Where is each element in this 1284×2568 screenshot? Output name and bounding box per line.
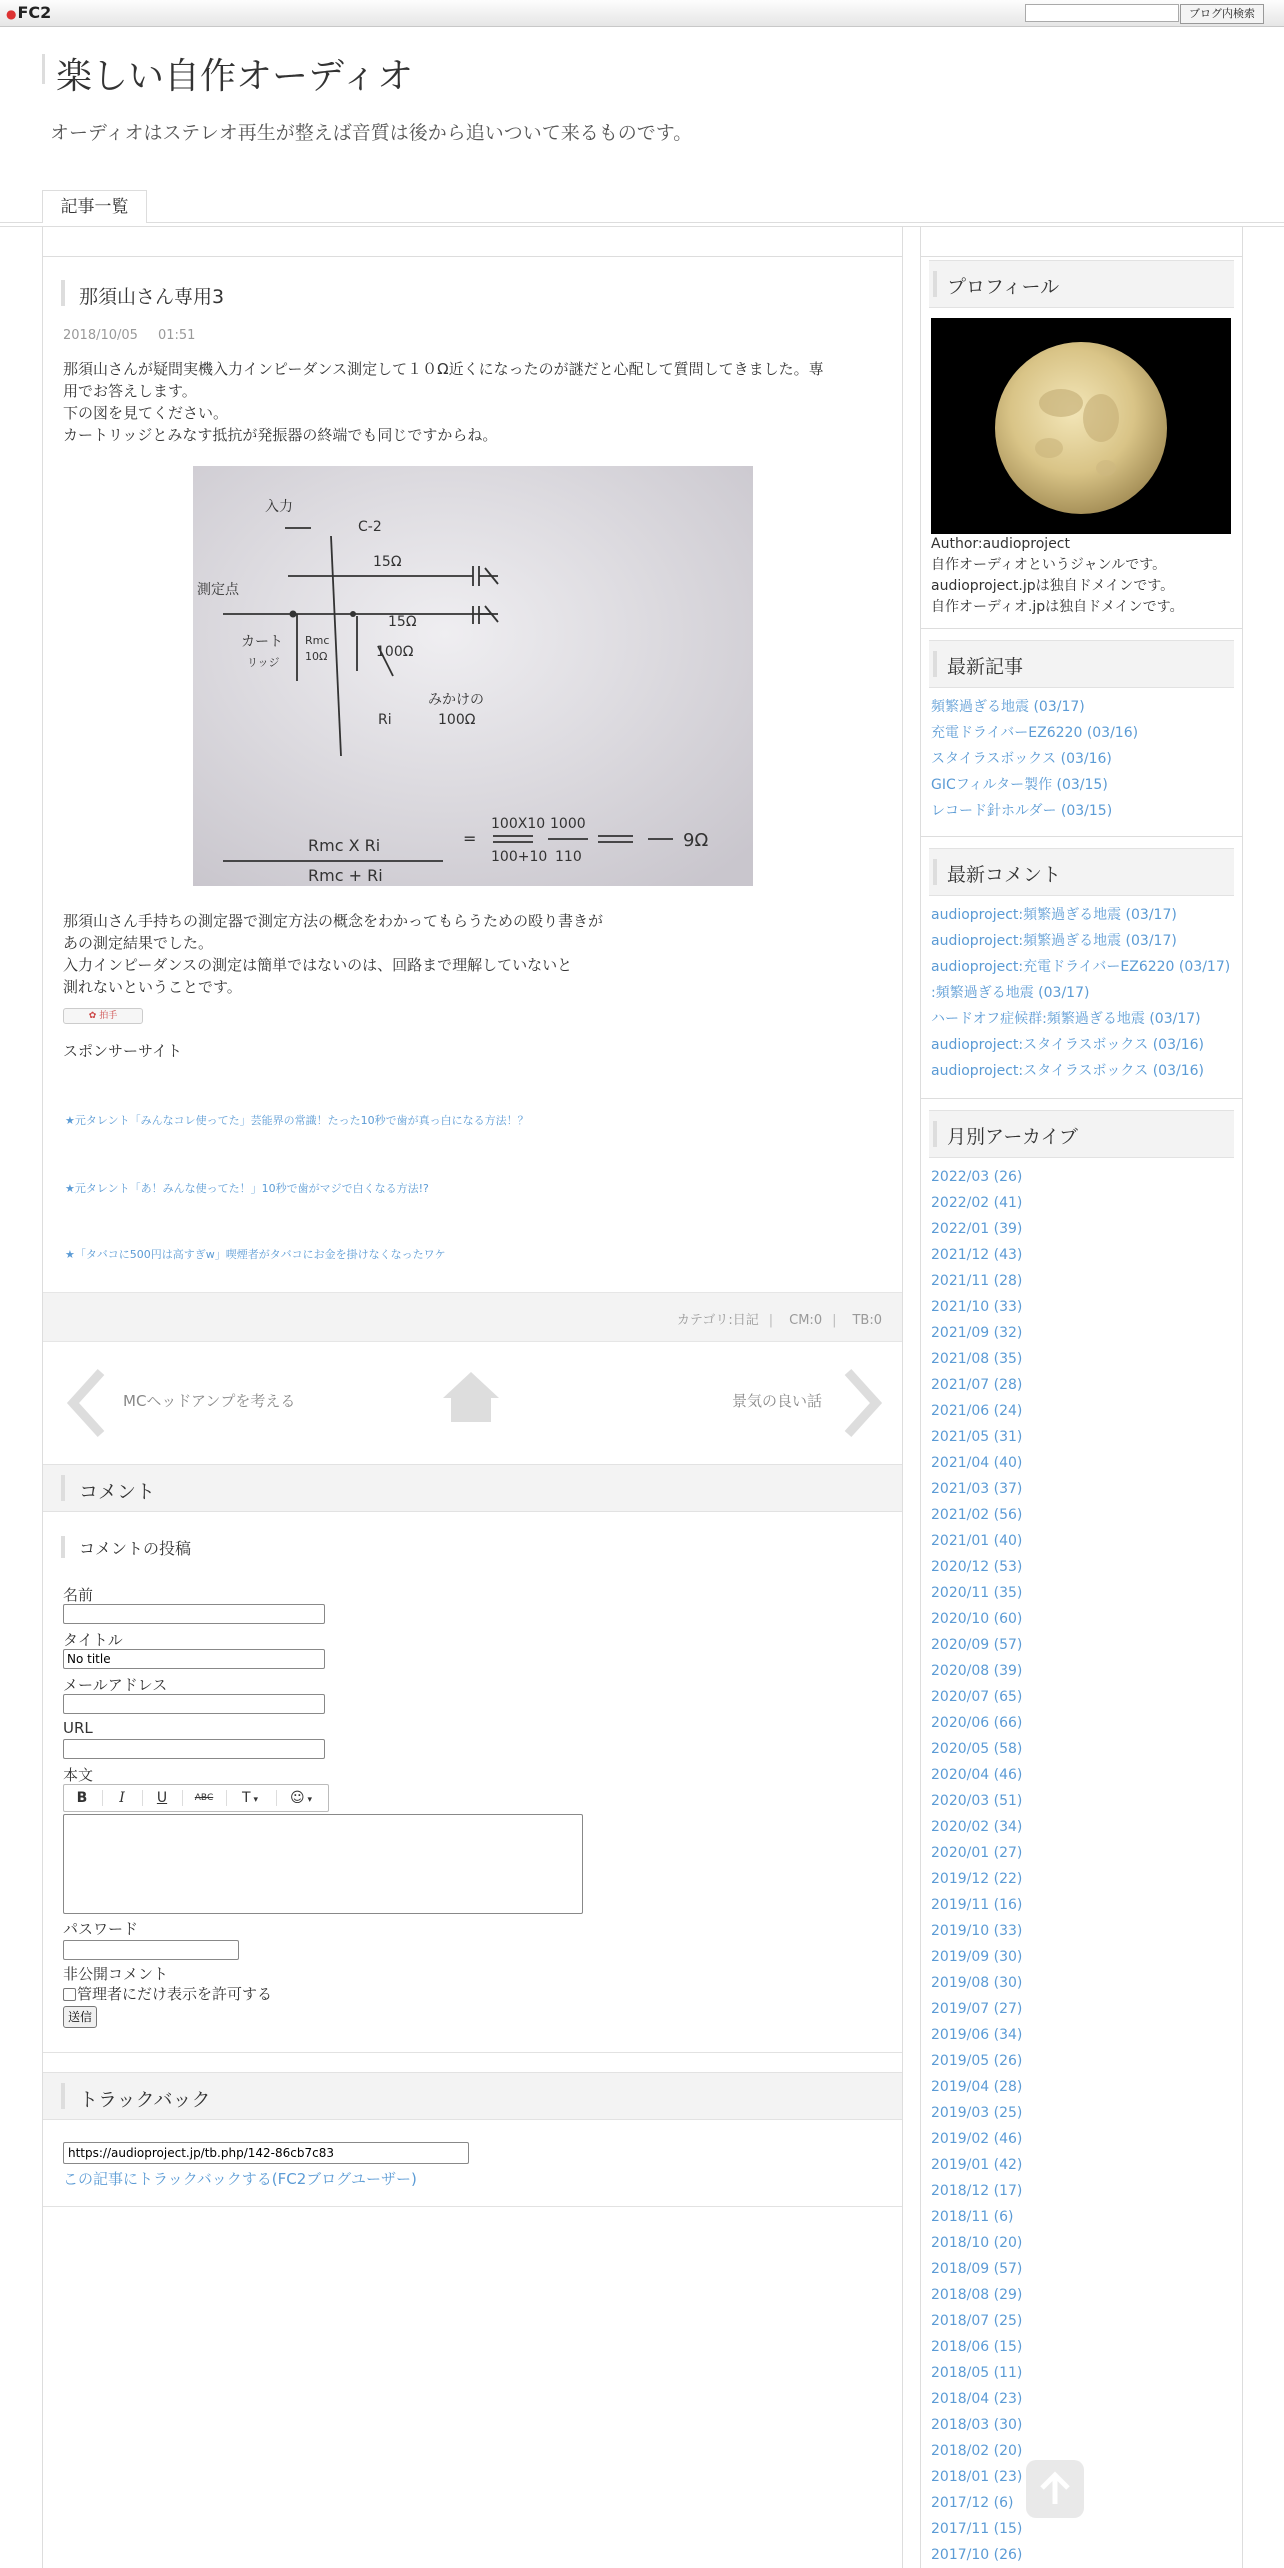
fc2-header-bar <box>0 0 1284 27</box>
main-top-divider <box>43 256 902 257</box>
private-checkbox[interactable] <box>63 1988 76 2001</box>
sketch-calc-den: 100+10 <box>491 849 548 865</box>
archive-link[interactable]: 2019/10 (33) <box>931 1923 1023 1939</box>
archive-link[interactable]: 2021/12 (43) <box>931 1247 1023 1263</box>
title-accent-bar <box>42 54 45 84</box>
entry-footer <box>43 1292 902 1342</box>
comment-section-header <box>43 1464 902 1512</box>
entry-line: 入力インピーダンスの測定は簡単ではないのは、回路まで理解していないと <box>63 956 573 974</box>
archive-link[interactable]: 2020/03 (51) <box>931 1793 1023 1809</box>
entry-body-top <box>63 358 883 446</box>
archive-link[interactable]: 2022/03 (26) <box>931 1169 1023 1185</box>
archive-link[interactable]: 2020/05 (58) <box>931 1741 1023 1757</box>
entry-body-bottom <box>63 910 883 998</box>
sketch-label-rmc: Rmc <box>305 634 330 647</box>
clap-label: 拍手 <box>99 1011 118 1021</box>
entry-date <box>63 328 215 343</box>
sidebar-divider <box>921 836 1242 837</box>
sketch-formula-num: Rmc X Ri <box>308 836 381 855</box>
sketch-label-apparent-val: 100Ω <box>438 712 476 728</box>
archive-link[interactable]: 2022/01 (39) <box>931 1221 1023 1237</box>
title-input[interactable]: No title <box>63 1649 325 1669</box>
toolbar-divider <box>182 1790 183 1806</box>
archive-link[interactable]: 2018/01 (23) <box>931 2469 1023 2485</box>
comment-form-title: コメントの投稿 <box>79 1539 192 1558</box>
profile-header <box>929 260 1234 308</box>
sketch-label-input: 入力 <box>265 499 293 515</box>
recent-entries-title: 最新記事 <box>947 656 1024 678</box>
fc2-logo-icon: ● <box>6 7 17 21</box>
italic-button[interactable]: I <box>119 1790 125 1806</box>
sketch-label-cart2: リッジ <box>247 656 280 669</box>
profile-line: 自作オーディオというジャンルです。 <box>931 557 1167 573</box>
fc2-logo-text: FC2 <box>17 3 52 22</box>
recent-comments-list <box>931 902 1230 1084</box>
profile-line: audioproject.jpは独自ドメインです。 <box>931 578 1175 594</box>
sketch-label-apparent: みかけの <box>428 692 484 708</box>
archive-link[interactable]: 2019/03 (25) <box>931 2105 1023 2121</box>
submit-button[interactable]: 送信 <box>63 2006 97 2028</box>
archive-link[interactable]: 2020/01 (27) <box>931 1845 1023 1861</box>
emoji-icon: ☺ <box>290 1790 305 1806</box>
archive-link[interactable]: 2020/04 (46) <box>931 1767 1023 1783</box>
bold-button[interactable]: B <box>76 1790 88 1806</box>
entry-title[interactable]: 那須山さん専用3 <box>79 286 225 308</box>
trackback-link[interactable]: この記事にトラックバックする(FC2ブログユーザー) <box>63 2170 417 2188</box>
entry-line: 下の図を見てください。 <box>63 404 229 422</box>
archive-link[interactable]: 2021/02 (56) <box>931 1507 1023 1523</box>
entry-time-text: 01:51 <box>157 328 196 343</box>
archive-link[interactable]: 2019/04 (28) <box>931 2079 1023 2095</box>
comment-body-textarea[interactable] <box>63 1814 583 1914</box>
sketch-frac-num: 1000 <box>550 816 586 832</box>
archive-link[interactable]: 2020/02 (34) <box>931 1819 1023 1835</box>
name-input[interactable] <box>63 1604 325 1624</box>
archive-link[interactable]: 2018/11 (6) <box>931 2209 1014 2225</box>
archive-link[interactable]: 2018/10 (20) <box>931 2235 1023 2251</box>
toolbar-divider <box>142 1790 143 1806</box>
archive-link[interactable]: 2018/08 (29) <box>931 2287 1023 2303</box>
archive-link[interactable]: 2021/04 (40) <box>931 1455 1023 1471</box>
recent-entry-link[interactable]: レコード針ホルダー (03/15) <box>931 803 1113 819</box>
archive-link[interactable]: 2019/12 (22) <box>931 1871 1023 1887</box>
recent-comment-link[interactable]: audioproject:スタイラスボックス (03/16) <box>931 1063 1204 1079</box>
sketch-equals: = <box>463 829 477 848</box>
sidebar-divider <box>921 628 1242 629</box>
archive-link[interactable]: 2018/12 (17) <box>931 2183 1023 2199</box>
archive-title: 月別アーカイブ <box>947 1126 1078 1148</box>
nav-item-article-list[interactable]: 記事一覧 <box>42 190 147 223</box>
body-label: 本文 <box>63 1766 94 1784</box>
toolbar-divider <box>102 1790 103 1806</box>
archive-link[interactable]: 2019/08 (30) <box>931 1975 1023 1991</box>
recent-entry-link[interactable]: スタイラスボックス (03/16) <box>931 751 1112 767</box>
circuit-sketch-drawing <box>193 466 753 886</box>
sketch-label-r2: 15Ω <box>388 614 417 630</box>
underline-button[interactable]: U <box>156 1790 168 1806</box>
chevron-down-icon: ▾ <box>250 1795 258 1805</box>
profile-accent <box>933 271 937 297</box>
recent-entry-link[interactable]: GICフィルター製作 (03/15) <box>931 777 1108 793</box>
archive-link[interactable]: 2022/02 (41) <box>931 1195 1023 1211</box>
main-column <box>42 226 903 2568</box>
emoji-dropdown[interactable] <box>282 1785 320 1811</box>
archive-link[interactable]: 2020/08 (39) <box>931 1663 1023 1679</box>
trackback-accent <box>61 2083 65 2109</box>
sponsor-link[interactable]: ★元タレント「あ！みんな使ってた！」10秒で歯がマジで白くなる方法!? <box>65 1182 429 1195</box>
archive-header <box>929 1110 1234 1158</box>
archive-link[interactable]: 2021/08 (35) <box>931 1351 1023 1367</box>
entry-line: 那須山さんが疑問実機入力インピーダンス測定して１０Ω近くになったのが謎だと心配して質問してきました。専 <box>63 360 824 378</box>
next-arrow-icon[interactable] <box>842 1368 882 1438</box>
trackback-section-title: トラックバック <box>79 2089 211 2111</box>
blog-search-button[interactable]: ブログ内検索 <box>1180 4 1264 24</box>
comments-accent <box>933 859 937 885</box>
archive-link[interactable]: 2021/03 (37) <box>931 1481 1023 1497</box>
editor-toolbar <box>63 1784 329 1812</box>
profile-line: Author:audioproject <box>931 536 1070 552</box>
home-icon[interactable] <box>441 1370 501 1424</box>
archive-link[interactable]: 2017/11 (15) <box>931 2521 1023 2537</box>
archive-link[interactable]: 2019/05 (26) <box>931 2053 1023 2069</box>
entry-cm-link[interactable]: CM:0 <box>789 1313 823 1328</box>
sketch-calc-num: 100X10 <box>491 816 546 832</box>
entry-line: 用でお答えします。 <box>63 382 197 400</box>
archive-link[interactable]: 2018/03 (30) <box>931 2417 1023 2433</box>
sidebar <box>920 226 1243 2568</box>
archive-link[interactable]: 2018/05 (11) <box>931 2365 1023 2381</box>
entry-line: あの測定結果でした。 <box>63 934 214 952</box>
strikethrough-button[interactable]: ABC <box>194 1793 214 1803</box>
url-input[interactable] <box>63 1739 325 1759</box>
sketch-label-measure: 測定点 <box>197 582 239 598</box>
password-input[interactable] <box>63 1940 239 1960</box>
sponsor-title: スポンサーサイト <box>63 1042 182 1060</box>
recent-comments-title: 最新コメント <box>947 864 1062 886</box>
sketch-label-cart: カート <box>241 634 283 650</box>
recent-comment-link[interactable]: audioproject:スタイラスボックス (03/16) <box>931 1037 1204 1053</box>
sketch-frac-den: 110 <box>555 849 582 865</box>
private-checkbox-label[interactable]: 管理者にだけ表示を許可する <box>77 1985 273 2003</box>
recent-comment-link[interactable]: ハードオフ症候群:頻繁過ぎる地震 (03/17) <box>931 1011 1201 1027</box>
recent-comment-link[interactable]: audioproject:頻繁過ぎる地震 (03/17) <box>931 907 1177 923</box>
archive-link[interactable]: 2020/06 (66) <box>931 1715 1023 1731</box>
blog-title[interactable]: 楽しい自作オーディオ <box>56 56 414 97</box>
recent-comment-link[interactable]: audioproject:充電ドライバーEZ6220 (03/17) <box>931 959 1231 975</box>
archive-link[interactable]: 2021/01 (40) <box>931 1533 1023 1549</box>
entry-meta: カテゴリ:日記 | CM:0 | TB:0 <box>676 1313 882 1328</box>
page-top-button[interactable] <box>1026 2460 1084 2518</box>
toolbar-divider <box>276 1790 277 1806</box>
sidebar-top-divider <box>921 256 1242 257</box>
recent-accent <box>933 651 937 677</box>
trackback-divider <box>43 2206 902 2207</box>
archive-accent <box>933 1121 937 1147</box>
profile-text <box>931 534 1184 618</box>
clap-button[interactable] <box>63 1008 143 1024</box>
archive-list <box>931 1164 1022 2568</box>
archive-link[interactable]: 2019/01 (42) <box>931 2157 1023 2173</box>
archive-link[interactable]: 2019/11 (16) <box>931 1897 1023 1913</box>
profile-title: プロフィール <box>947 276 1060 298</box>
profile-avatar <box>931 318 1231 534</box>
clap-icon: ✿ <box>88 1011 97 1021</box>
archive-link[interactable]: 2021/11 (28) <box>931 1273 1023 1289</box>
archive-link[interactable]: 2020/09 (57) <box>931 1637 1023 1653</box>
recent-comments-header <box>929 848 1234 896</box>
email-label: メールアドレス <box>63 1676 168 1694</box>
sketch-label-ri: Ri <box>378 712 392 728</box>
archive-link[interactable]: 2021/07 (28) <box>931 1377 1023 1393</box>
entry-title-accent <box>61 280 65 306</box>
next-entry-link[interactable]: 景気の良い話 <box>731 1392 822 1410</box>
archive-link[interactable]: 2018/09 (57) <box>931 2261 1023 2277</box>
toolbar-divider <box>226 1790 227 1806</box>
blog-search-input[interactable] <box>1025 4 1179 22</box>
entry-category-link[interactable]: カテゴリ:日記 <box>676 1313 759 1328</box>
password-label: パスワード <box>63 1920 139 1938</box>
circuit-sketch-photo[interactable] <box>193 466 753 886</box>
trackback-url-field[interactable]: https://audioproject.jp/tb.php/142-86cb7c83 <box>63 2142 469 2164</box>
trackback-section-header <box>43 2072 902 2120</box>
font-size-icon: T <box>242 1790 251 1806</box>
archive-link[interactable]: 2017/12 (6) <box>931 2495 1014 2511</box>
profile-line: 自作オーディオ.jpは独自ドメインです。 <box>931 599 1184 615</box>
comment-section-title: コメント <box>79 1481 156 1503</box>
archive-link[interactable]: 2020/11 (35) <box>931 1585 1023 1601</box>
name-label: 名前 <box>63 1586 94 1604</box>
font-size-dropdown[interactable] <box>232 1785 268 1811</box>
archive-link[interactable]: 2021/10 (33) <box>931 1299 1023 1315</box>
archive-link[interactable]: 2020/10 (60) <box>931 1611 1023 1627</box>
archive-link[interactable]: 2020/12 (53) <box>931 1559 1023 1575</box>
archive-link[interactable]: 2018/04 (23) <box>931 2391 1023 2407</box>
entry-line: カートリッジとみなす抵抗が発振器の終端でも同じですからね。 <box>63 426 498 444</box>
recent-comment-link[interactable]: :頻繁過ぎる地震 (03/17) <box>931 985 1090 1001</box>
comment-divider <box>43 2052 902 2053</box>
fc2-logo[interactable] <box>6 3 51 22</box>
entry-tb-link[interactable]: TB:0 <box>852 1313 882 1328</box>
archive-link[interactable]: 2018/06 (15) <box>931 2339 1023 2355</box>
arrow-up-icon <box>1026 2460 1084 2518</box>
moon-image <box>931 318 1231 534</box>
prev-arrow-icon[interactable] <box>67 1368 107 1438</box>
archive-link[interactable]: 2018/02 (20) <box>931 2443 1023 2459</box>
sidebar-divider <box>921 1098 1242 1099</box>
url-label: URL <box>63 1719 93 1737</box>
archive-link[interactable]: 2017/10 (26) <box>931 2547 1023 2563</box>
archive-link[interactable]: 2021/09 (32) <box>931 1325 1023 1341</box>
sketch-formula-den: Rmc + Ri <box>308 866 383 885</box>
comment-accent <box>61 1475 65 1501</box>
sketch-result: 9Ω <box>683 830 709 851</box>
private-label: 非公開コメント <box>63 1965 169 1983</box>
recent-entries-list <box>931 694 1138 824</box>
entry-date-text: 2018/10/05 <box>63 328 138 343</box>
entry-pager <box>43 1340 902 1460</box>
recent-comment-link[interactable]: audioproject:頻繁過ぎる地震 (03/17) <box>931 933 1177 949</box>
archive-link[interactable]: 2020/07 (65) <box>931 1689 1023 1705</box>
archive-link[interactable]: 2019/02 (46) <box>931 2131 1023 2147</box>
sketch-label-rmc-val: 10Ω <box>305 650 328 663</box>
recent-entries-header <box>929 640 1234 688</box>
archive-link[interactable]: 2018/07 (25) <box>931 2313 1023 2329</box>
email-input[interactable] <box>63 1694 325 1714</box>
recent-entry-link[interactable]: 充電ドライバーEZ6220 (03/16) <box>931 725 1139 741</box>
archive-link[interactable]: 2019/09 (30) <box>931 1949 1023 1965</box>
archive-link[interactable]: 2019/06 (34) <box>931 2027 1023 2043</box>
blog-description: オーディオはステレオ再生が整えば音質は後から追いついて来るものです。 <box>50 122 693 144</box>
sponsor-link[interactable]: ★「タバコに500円は高すぎw」喫煙者がタバコにお金を掛けなくなったワケ <box>65 1248 446 1261</box>
recent-entry-link[interactable]: 頻繁過ぎる地震 (03/17) <box>931 699 1085 715</box>
entry-line: 那須山さん手持ちの測定器で測定方法の概念をわかってもらうための殴り書きが <box>63 912 604 930</box>
sketch-label-r3: 100Ω <box>376 644 414 660</box>
archive-link[interactable]: 2021/06 (24) <box>931 1403 1023 1419</box>
title-label: タイトル <box>63 1631 123 1649</box>
chevron-down-icon: ▾ <box>304 1795 312 1805</box>
sketch-label-output: C-2 <box>358 519 382 535</box>
prev-entry-link[interactable]: MCヘッドアンプを考える <box>123 1392 296 1410</box>
sketch-label-r1: 15Ω <box>373 554 402 570</box>
archive-link[interactable]: 2019/07 (27) <box>931 2001 1023 2017</box>
form-title-accent <box>61 1536 65 1558</box>
entry-line: 測れないということです。 <box>63 978 242 996</box>
sponsor-link[interactable]: ★元タレント「みんなコレ使ってた」芸能界の常識！たった10秒で歯が真っ白になる方法！？ <box>65 1114 529 1127</box>
archive-link[interactable]: 2021/05 (31) <box>931 1429 1023 1445</box>
